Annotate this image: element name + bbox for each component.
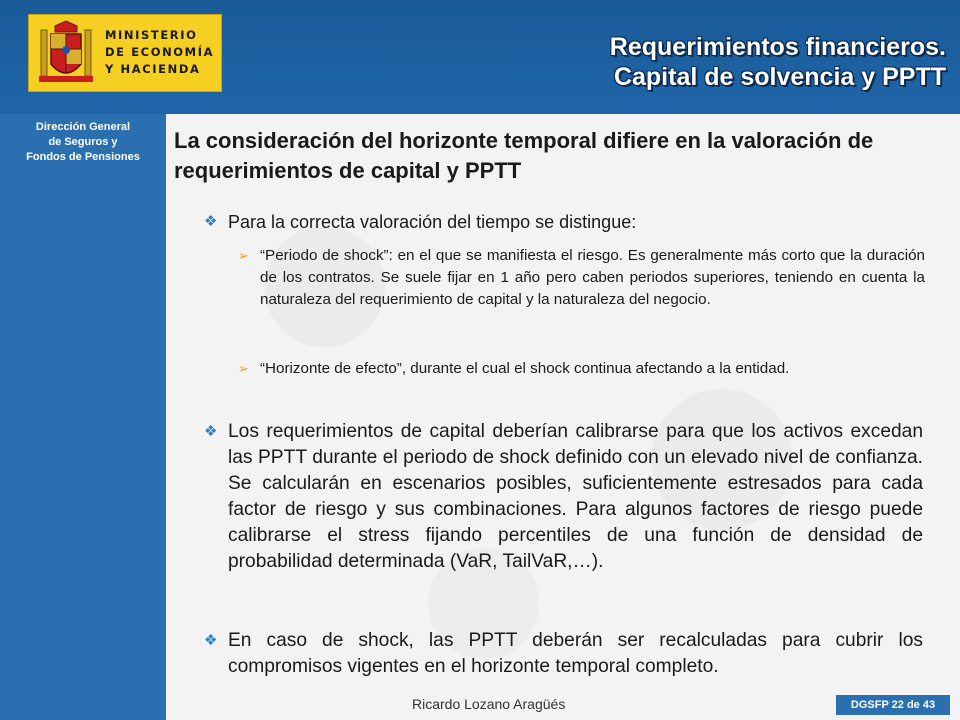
slide-title	[610, 32, 946, 92]
bullet-text: Los requerimientos de capital deberían calibrarse para que los activos excedan las PPTT durante el periodo de shock definido con un elevado nivel de confianza. Se calcularán en escenarios posibles, suficientemente estresados para cada factor de riesgo y sus combinaciones. Para algunos factores de riesgo puede calibrarse el stress fijando percentiles de una función de densidad de probabilidad determinada (VaR, TailVaR,…).	[228, 421, 923, 572]
page-number-badge: DGSFP 22 de 43	[836, 695, 950, 715]
sub-bullet-text: “Periodo de shock”: en el que se manifiesta el riesgo. Es generalmente más corto que la duración de los contratos. Se suele fijar en 1 año pero caben periodos superiores, teniendo en cuenta la naturaleza del requerimiento de capital y la naturaleza del negocio.	[260, 247, 925, 308]
logo-line-2: DE ECONOMÍA	[105, 45, 215, 59]
bullet-text: En caso de shock, las PPTT deberán ser recalculadas para cubrir los compromisos vigentes en el horizonte temporal completo.	[228, 630, 923, 677]
content-heading: La consideración del horizonte temporal difiere en la valoración de requerimientos de capital y PPTT	[174, 128, 874, 183]
slide-content	[166, 114, 960, 690]
arrow-bullet-icon: ➢	[238, 361, 249, 376]
department-line-2: de Seguros y	[48, 136, 118, 148]
slide-title-line-2: Capital de solvencia y PPTT	[613, 63, 946, 91]
sidebar	[0, 114, 166, 720]
sub-bullet-item	[238, 358, 925, 380]
logo-text	[105, 27, 214, 78]
diamond-bullet-icon: ❖	[204, 213, 218, 230]
diamond-bullet-icon: ❖	[204, 632, 218, 649]
sub-bullet-text: “Horizonte de efecto”, durante el cual el shock continua afectando a la entidad.	[260, 360, 790, 377]
bullet-item	[204, 628, 923, 680]
coat-of-arms-icon	[37, 20, 95, 86]
department-line-1: Dirección General	[35, 121, 131, 133]
slide-title-line-1: Requerimientos financieros.	[609, 33, 946, 61]
ministry-logo	[28, 14, 222, 92]
bullet-item	[204, 419, 923, 575]
logo-line-1: MINISTERIO	[105, 28, 198, 42]
footer	[166, 690, 960, 720]
department-line-3: Fondos de Pensiones	[26, 151, 140, 163]
author-name: Ricardo Lozano Aragüés	[412, 696, 566, 712]
sub-bullet-item	[238, 245, 925, 311]
diamond-bullet-icon: ❖	[204, 423, 218, 440]
header-band	[0, 0, 960, 114]
department-caption	[0, 120, 166, 165]
bullet-item	[204, 210, 928, 234]
bullet-text: Para la correcta valoración del tiempo se distingue:	[228, 212, 637, 232]
logo-line-3: Y HACIENDA	[105, 62, 201, 76]
arrow-bullet-icon: ➢	[238, 248, 249, 263]
